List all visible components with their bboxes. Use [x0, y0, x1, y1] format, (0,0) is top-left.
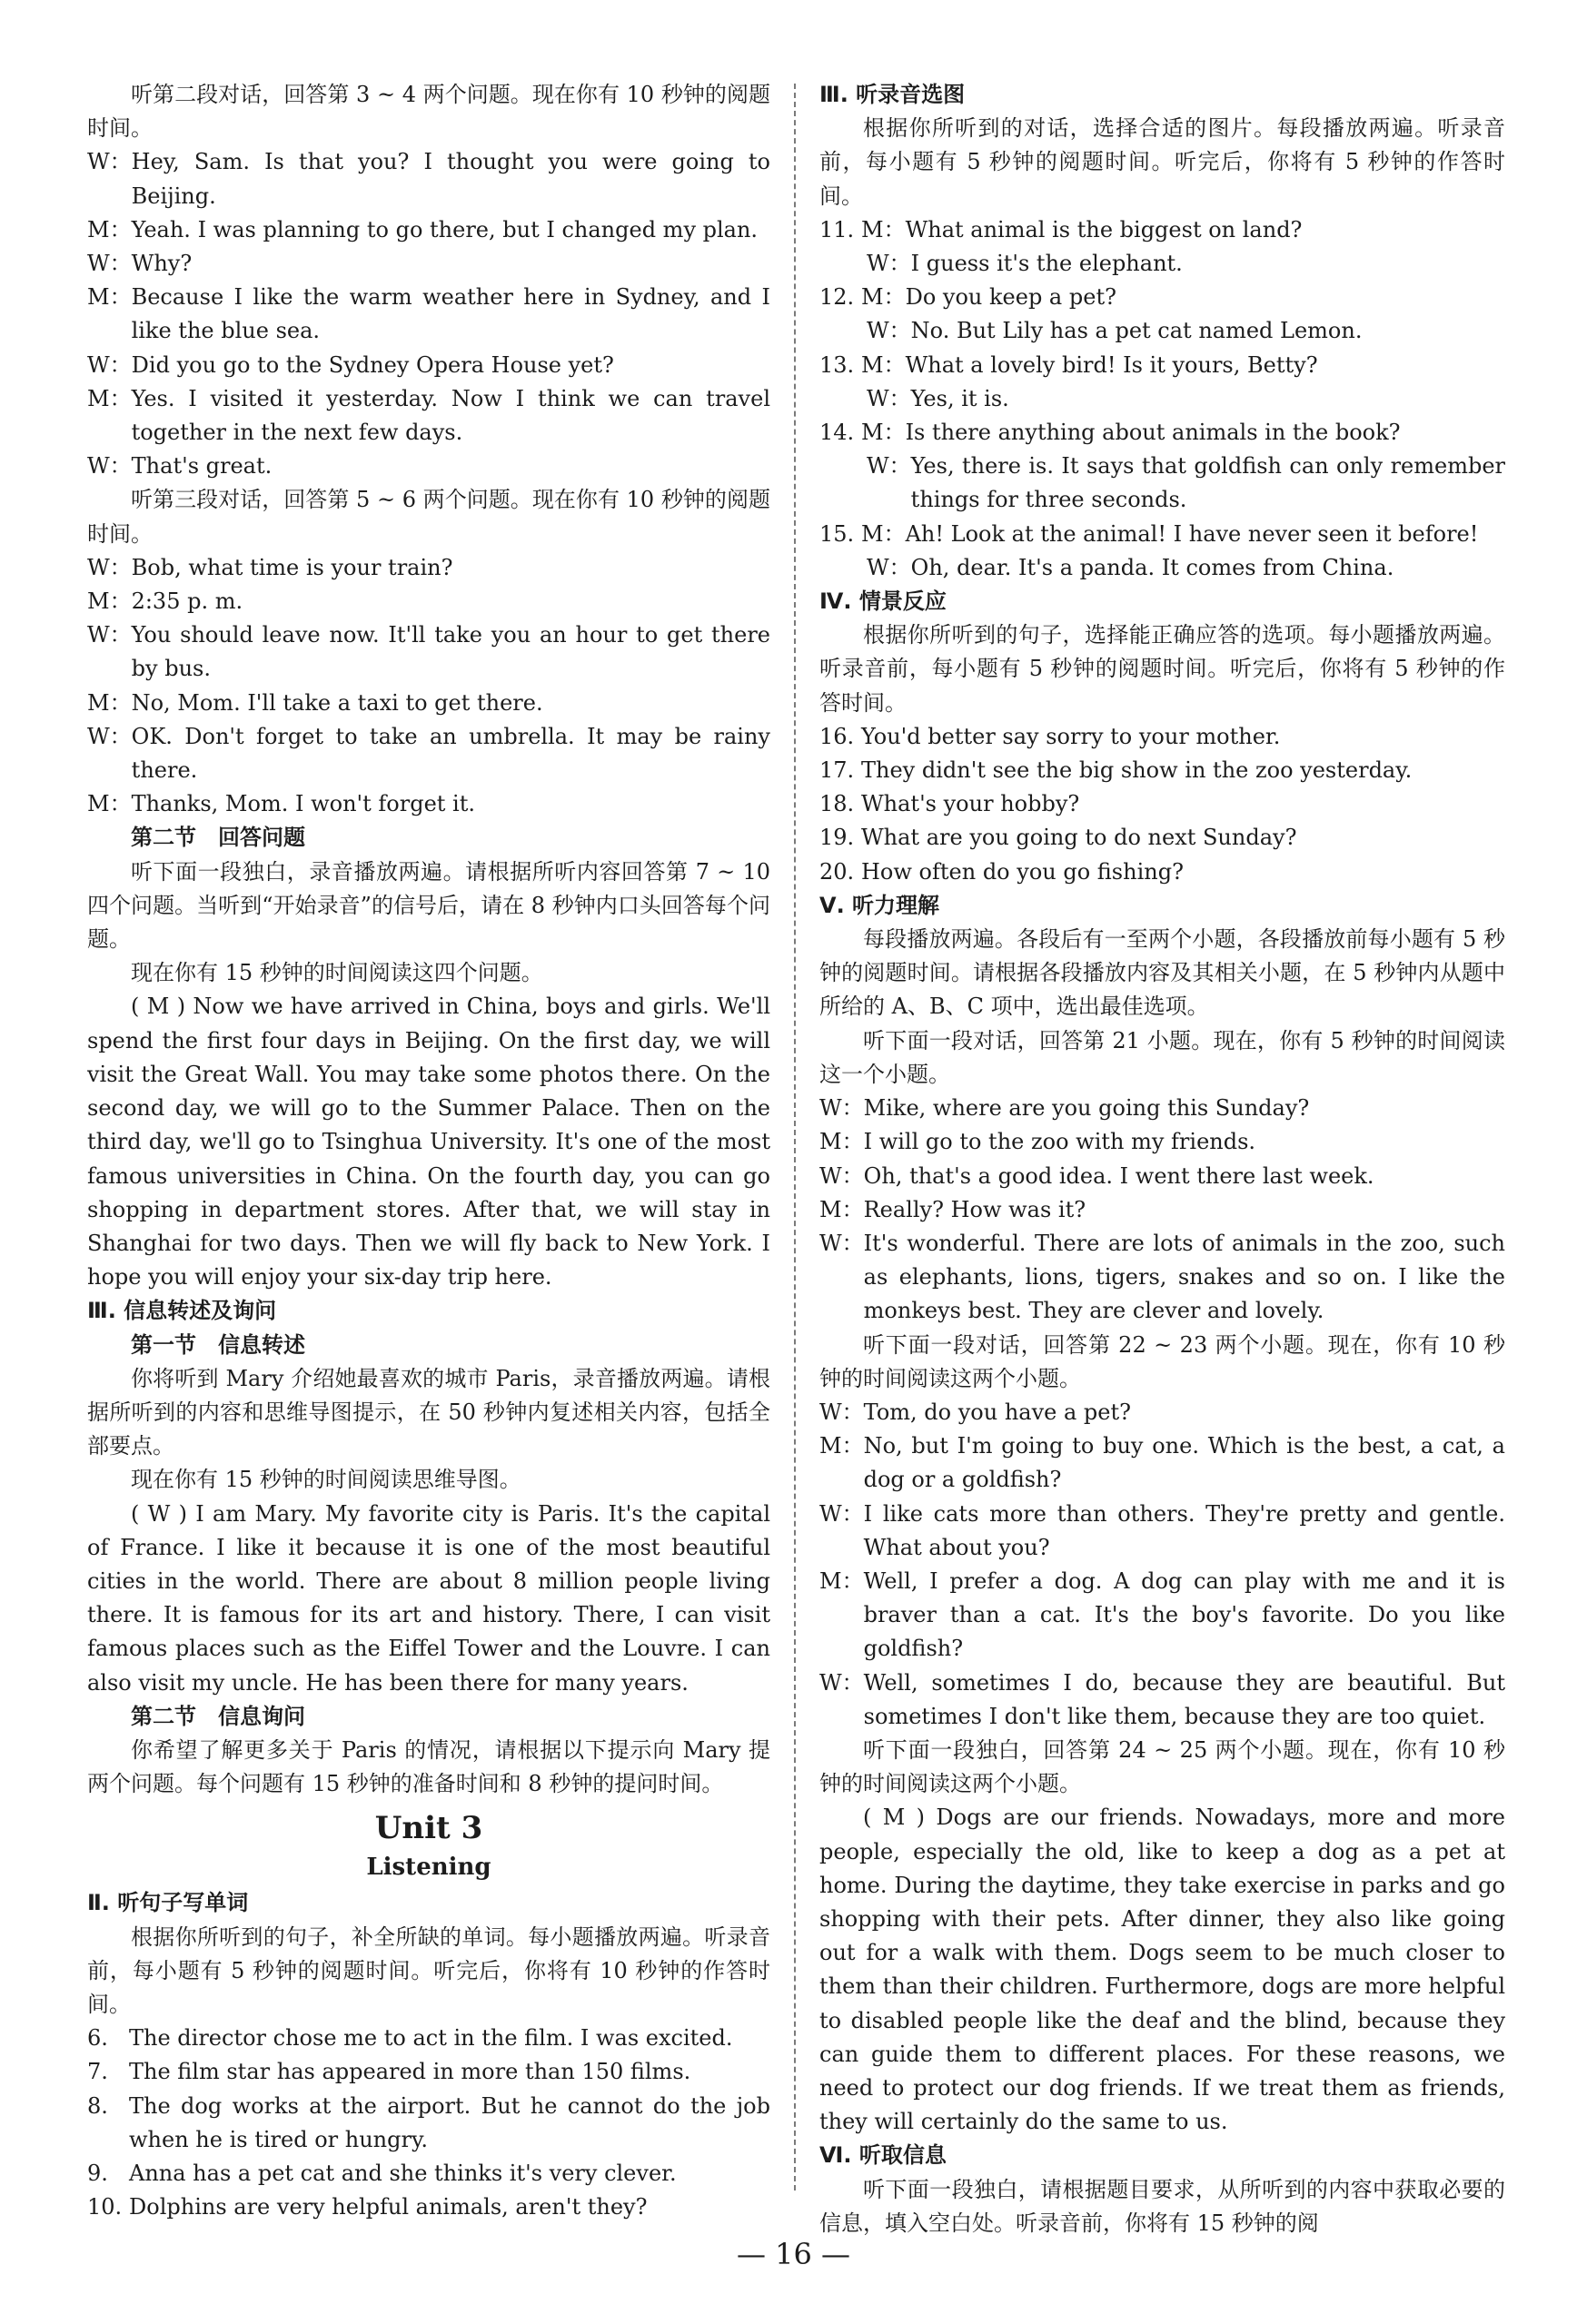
question-text: The dog works at the airport. But he cannot do the job when he is tired or hungry. [129, 2092, 770, 2152]
dialogue-text: No. But Lily has a pet cat named Lemon. [910, 318, 1363, 344]
speaker-label: M： [861, 520, 906, 547]
dialogue-text: That's great. [131, 453, 273, 480]
speaker-label: W： [819, 1500, 864, 1527]
question-line [819, 416, 1505, 450]
instruction-paragraph: 听下面一段独白，请根据题目要求，从所听到的内容中获取必要的信息，填入空白处。听录音前，你将有 15 秒钟的阅 [819, 2176, 1505, 2236]
speaker-label: W： [819, 1162, 864, 1189]
instruction-paragraph: 听第二段对话，回答第 3 ~ 4 两个问题。现在你有 10 秒钟的阅题时间。 [87, 82, 770, 142]
question-number: 11. [819, 216, 855, 242]
speaker-label: M： [861, 216, 906, 242]
question-number: 14. [819, 420, 855, 446]
question-number: 8. [87, 2092, 108, 2119]
speaker-label: W： [867, 453, 911, 480]
dialogue-text: Yes, it is. [910, 385, 1009, 411]
dialogue-text: Do you keep a pet? [905, 284, 1116, 311]
instruction-paragraph: 你将听到 Mary 介绍她最喜欢的城市 Paris，录音播放两遍。请根据所听到的内容和思维导图提示，在 50 秒钟内复述相关内容，包括全部要点。 [87, 1365, 770, 1459]
speaker-label: M： [861, 420, 906, 446]
speaker-label: W： [87, 351, 132, 378]
question-list [819, 720, 1505, 889]
question-number: 16. [819, 723, 855, 749]
dialogue-21 [819, 1092, 1505, 1328]
question-number: 7. [87, 2059, 108, 2085]
speaker-label: W： [867, 385, 911, 411]
column-divider [794, 84, 796, 2190]
dialogue-text: Thanks, Mom. I won't forget it. [131, 791, 475, 817]
speaker-label: M： [819, 1567, 864, 1594]
section-heading: Ⅳ. 情景反应 [819, 588, 947, 615]
dialogue-line [87, 787, 770, 821]
dialogue-line [87, 349, 770, 382]
dialogue-line [819, 1092, 1505, 1125]
instruction-paragraph: 听下面一段对话，回答第 22 ~ 23 两个小题。现在，你有 10 秒钟的时间阅读这两个小题。 [819, 1331, 1505, 1391]
speaker-label: W： [87, 149, 132, 175]
dialogue-text: Is there anything about animals in the book? [905, 420, 1401, 446]
question-number: 6. [87, 2025, 108, 2052]
dialogue-text: Mike, where are you going this Sunday? [863, 1095, 1310, 1122]
question-item [87, 2090, 770, 2157]
question-text: How often do you go fishing? [861, 858, 1184, 885]
answer-line [867, 450, 1505, 517]
speaker-label: M： [87, 588, 132, 615]
dialogue-line [819, 1125, 1505, 1159]
dialogue-text: Did you go to the Sydney Opera House yet? [131, 351, 614, 378]
question-text: Anna has a pet cat and she thinks it's very clever. [129, 2160, 677, 2186]
dialogue-text: It's wonderful. There are lots of animals in the zoo, such as elephants, lions, tigers, snakes and so on. I like the monkeys best. They are clever and lovely. [863, 1230, 1505, 1324]
monologue-text: ( W ) I am Mary. My favorite city is Paris. It's the capital of France. I like it because it is one of the most beautiful cities in the world. There are about 8 million people living there. It is famous for its art and history. There, I can visit famous places such as the Eiffel Tower and the Louvre. I can also visit my uncle. He has been there for many years. [87, 1500, 770, 1696]
dialogue-line [819, 1498, 1505, 1565]
section-heading: Ⅲ. 听录音选图 [819, 82, 966, 107]
dialogue-line [87, 551, 770, 585]
question-text: The director chose me to act in the film. I was excited. [129, 2025, 733, 2052]
dialogue-text: Bob, what time is your train? [131, 554, 453, 580]
dialogue-line [87, 213, 770, 247]
instruction-paragraph: 听下面一段独白，回答第 24 ~ 25 两个小题。现在，你有 10 秒钟的时间阅读这两个小题。 [819, 1736, 1505, 1797]
question-item [819, 416, 1505, 518]
question-number: 17. [819, 757, 855, 784]
dialogue-text: Really? How was it? [863, 1196, 1086, 1222]
instruction-paragraph: 你希望了解更多关于 Paris 的情况，请根据以下提示向 Mary 提两个问题。每个问题有 15 秒钟的准备时间和 8 秒钟的提问时间。 [87, 1736, 770, 1797]
speaker-label: M： [861, 284, 906, 311]
question-number: 20. [819, 858, 855, 885]
answer-line [867, 382, 1505, 416]
speaker-label: M： [87, 216, 132, 242]
section-heading: Ⅵ. 听取信息 [819, 2142, 947, 2169]
speaker-label: M： [87, 284, 132, 311]
question-text: They didn't see the big show in the zoo yesterday. [861, 757, 1413, 784]
question-item [87, 2157, 770, 2190]
dialogue-text: Oh, that's a good idea. I went there last week. [863, 1162, 1374, 1189]
dialogue-line [87, 687, 770, 720]
dialogue-text: 2:35 p. m. [131, 588, 243, 615]
instruction-paragraph: 每段播放两遍。各段后有一至两个小题，各段播放前每小题有 5 秒钟的阅题时间。请根据各段播放内容及其相关小题，在 5 秒钟内从题中所给的 A、B、C 项中，选出最佳选项。 [819, 926, 1505, 1020]
answer-line [867, 247, 1505, 281]
unit-subtitle: Listening [366, 1854, 491, 1882]
dialogue-line [819, 1193, 1505, 1227]
section-heading: 第二节 信息询问 [131, 1703, 305, 1729]
dialogue-text: I like cats more than others. They're pretty and gentle. What about you? [863, 1500, 1505, 1560]
question-list [87, 2022, 770, 2224]
dialogue-line [819, 1666, 1505, 1734]
dialogue-text: What a lovely bird! Is it yours, Betty? [905, 351, 1318, 378]
speaker-label: M： [87, 791, 132, 817]
question-text: The film star has appeared in more than 150 films. [129, 2059, 691, 2085]
question-item [87, 2055, 770, 2089]
left-column [87, 78, 770, 2224]
speaker-label: W： [819, 1669, 864, 1696]
dialogue-text: Tom, do you have a pet? [863, 1399, 1131, 1425]
dialogue-line [87, 247, 770, 281]
instruction-paragraph: 现在你有 15 秒钟的时间阅读这四个问题。 [131, 960, 543, 986]
instruction-paragraph: 听第三段对话，回答第 5 ~ 6 两个问题。现在你有 10 秒钟的阅题时间。 [87, 487, 770, 547]
question-number: 18. [819, 791, 855, 817]
answer-line [867, 314, 1505, 348]
section-heading: 第二节 回答问题 [131, 825, 305, 851]
question-text: What are you going to do next Sunday? [861, 825, 1297, 851]
dialogue-line [87, 618, 770, 686]
dialogue-line [87, 585, 770, 618]
section-heading: Ⅴ. 听力理解 [819, 892, 940, 918]
dialogue-text: Yes. I visited it yesterday. Now I think we can travel together in the next few days. [131, 385, 770, 446]
page-number: — 16 — [736, 2237, 851, 2271]
question-item [819, 754, 1505, 787]
question-number: 13. [819, 351, 855, 378]
dialogue-22-23 [819, 1396, 1505, 1734]
question-item [819, 349, 1505, 416]
question-item [819, 855, 1505, 889]
instruction-paragraph: 现在你有 15 秒钟的时间阅读思维导图。 [131, 1467, 521, 1493]
question-item [87, 2022, 770, 2055]
dialogue-text: Ah! Look at the animal! I have never seen it before! [905, 520, 1479, 547]
section-heading: 第一节 信息转述 [131, 1331, 305, 1358]
instruction-paragraph: 听下面一段独白，录音播放两遍。请根据所听内容回答第 7 ~ 10 四个问题。当听到“开始录音”的信号后，请在 8 秒钟内口头回答每个问题。 [87, 858, 770, 953]
dialogue-text: Because I like the warm weather here in Sydney, and I like the blue sea. [131, 284, 770, 344]
dialogue-text: You should leave now. It'll take you an hour to get there by bus. [131, 622, 770, 682]
question-item [819, 720, 1505, 754]
speaker-label: W： [867, 251, 911, 277]
speaker-label: W： [87, 723, 132, 749]
speaker-label: M： [87, 689, 132, 716]
section-heading: Ⅲ. 信息转述及询问 [87, 1298, 277, 1324]
right-column [819, 78, 1505, 2240]
dialogue-text: What animal is the biggest on land? [905, 216, 1303, 242]
dialogue-line [819, 1429, 1505, 1497]
dialogue-text: Hey, Sam. Is that you? I thought you were going to Beijing. [131, 149, 770, 209]
question-item [819, 518, 1505, 585]
dialogue-text: Well, sometimes I do, because they are beautiful. But sometimes I don't like them, because they are too quiet. [863, 1669, 1505, 1729]
dialogue-text: Yes, there is. It says that goldfish can only remember things for three seconds. [910, 453, 1505, 513]
instruction-paragraph: 根据你所听到的句子，补全所缺的单词。每小题播放两遍。听录音前，每小题有 5 秒钟的阅题时间。听完后，你将有 10 秒钟的作答时间。 [87, 1923, 770, 2017]
question-item [819, 821, 1505, 855]
speaker-label: M： [819, 1433, 864, 1459]
speaker-label: M： [819, 1129, 864, 1155]
speaker-label: W： [867, 318, 911, 344]
dialogue-text: Why? [131, 251, 193, 277]
question-line [819, 518, 1505, 551]
question-list [819, 213, 1505, 585]
question-item [819, 787, 1505, 821]
dialogue-text: No, but I'm going to buy one. Which is the best, a cat, a dog or a goldfish? [863, 1433, 1505, 1493]
question-number: 15. [819, 520, 855, 547]
speaker-label: W： [87, 453, 132, 480]
dialogue-3 [87, 551, 770, 822]
dialogue-line [87, 382, 770, 450]
question-line [819, 281, 1505, 314]
question-line [819, 213, 1505, 247]
question-number: 12. [819, 284, 855, 311]
dialogue-line [87, 281, 770, 348]
dialogue-line [819, 1396, 1505, 1429]
dialogue-text: Yeah. I was planning to go there, but I changed my plan. [131, 216, 759, 242]
speaker-label: W： [819, 1230, 864, 1256]
speaker-label: M： [861, 351, 906, 378]
dialogue-line [87, 720, 770, 787]
dialogue-line [87, 145, 770, 213]
instruction-paragraph: 根据你所听到的句子，选择能正确应答的选项。每小题播放两遍。听录音前，每小题有 5 秒钟的阅题时间。听完后，你将有 5 秒钟的作答时间。 [819, 622, 1505, 716]
speaker-label: M： [819, 1196, 864, 1222]
speaker-label: W： [819, 1095, 864, 1122]
answer-line [867, 551, 1505, 585]
dialogue-line [819, 1160, 1505, 1193]
dialogue-2 [87, 145, 770, 483]
dialogue-line [87, 450, 770, 483]
speaker-label: W： [87, 554, 132, 580]
speaker-label: W： [87, 622, 132, 648]
question-item [819, 213, 1505, 281]
speaker-label: W： [819, 1399, 864, 1425]
question-number: 19. [819, 825, 855, 851]
speaker-label: W： [867, 554, 911, 580]
section-heading: Ⅱ. 听句子写单词 [87, 1890, 249, 1916]
question-text: You'd better say sorry to your mother. [861, 723, 1281, 749]
dialogue-text: OK. Don't forget to take an umbrella. It may be rainy there. [131, 723, 770, 784]
instruction-paragraph: 听下面一段对话，回答第 21 小题。现在，你有 5 秒钟的时间阅读这一个小题。 [819, 1027, 1505, 1087]
dialogue-text: Well, I prefer a dog. A dog can play with me and it is braver than a cat. It's the boy's favorite. Do you like goldfish? [863, 1567, 1505, 1662]
question-item [87, 2190, 770, 2224]
monologue-text: ( M ) Now we have arrived in China, boys and girls. We'll spend the first four days in Beijing. On the first day, we will visit the Great Wall. You may take some photos there. On the second day, we will go to the Summer Palace. Then on the third day, we'll go to Tsinghua University. It's one of the most famous universities in China. On the fourth day, you can go shopping in department stores. After that, we will stay in Shanghai for two days. Then we will fly back to New York. I hope you will enjoy your six-day trip here. [87, 994, 770, 1291]
question-text: What's your hobby? [861, 791, 1080, 817]
dialogue-text: Oh, dear. It's a panda. It comes from China. [910, 554, 1394, 580]
dialogue-text: I will go to the zoo with my friends. [863, 1129, 1256, 1155]
speaker-label: W： [87, 251, 132, 277]
dialogue-line [819, 1227, 1505, 1329]
dialogue-line [819, 1565, 1505, 1666]
dialogue-text: I guess it's the elephant. [910, 251, 1183, 277]
speaker-label: M： [87, 385, 132, 411]
question-number: 10. [87, 2194, 123, 2220]
unit-title: Unit 3 [374, 1810, 483, 1847]
instruction-paragraph: 根据你所听到的对话，选择合适的图片。每段播放两遍。听录音前，每小题有 5 秒钟的阅题时间。听完后，你将有 5 秒钟的作答时间。 [819, 115, 1505, 209]
question-number: 9. [87, 2160, 108, 2186]
monologue-text: ( M ) Dogs are our friends. Nowadays, more and more people, especially the old, like to keep a dog as a pet at home. During the daytime, they take exercise in parks and go shopping with their pets. After dinner, they also like going out for a walk with them. Dogs seem to be much closer to them than their children. Furthermore, dogs are more helpful to disabled people like the deaf and the blind, because they can guide them to different places. For these reasons, we need to protect our dog friends. If we treat them as friends, they will certainly do the same to us. [819, 1805, 1505, 2135]
question-line [819, 349, 1505, 382]
question-text: Dolphins are very helpful animals, aren't they? [129, 2194, 648, 2220]
question-item [819, 281, 1505, 348]
dialogue-text: No, Mom. I'll take a taxi to get there. [131, 689, 543, 716]
